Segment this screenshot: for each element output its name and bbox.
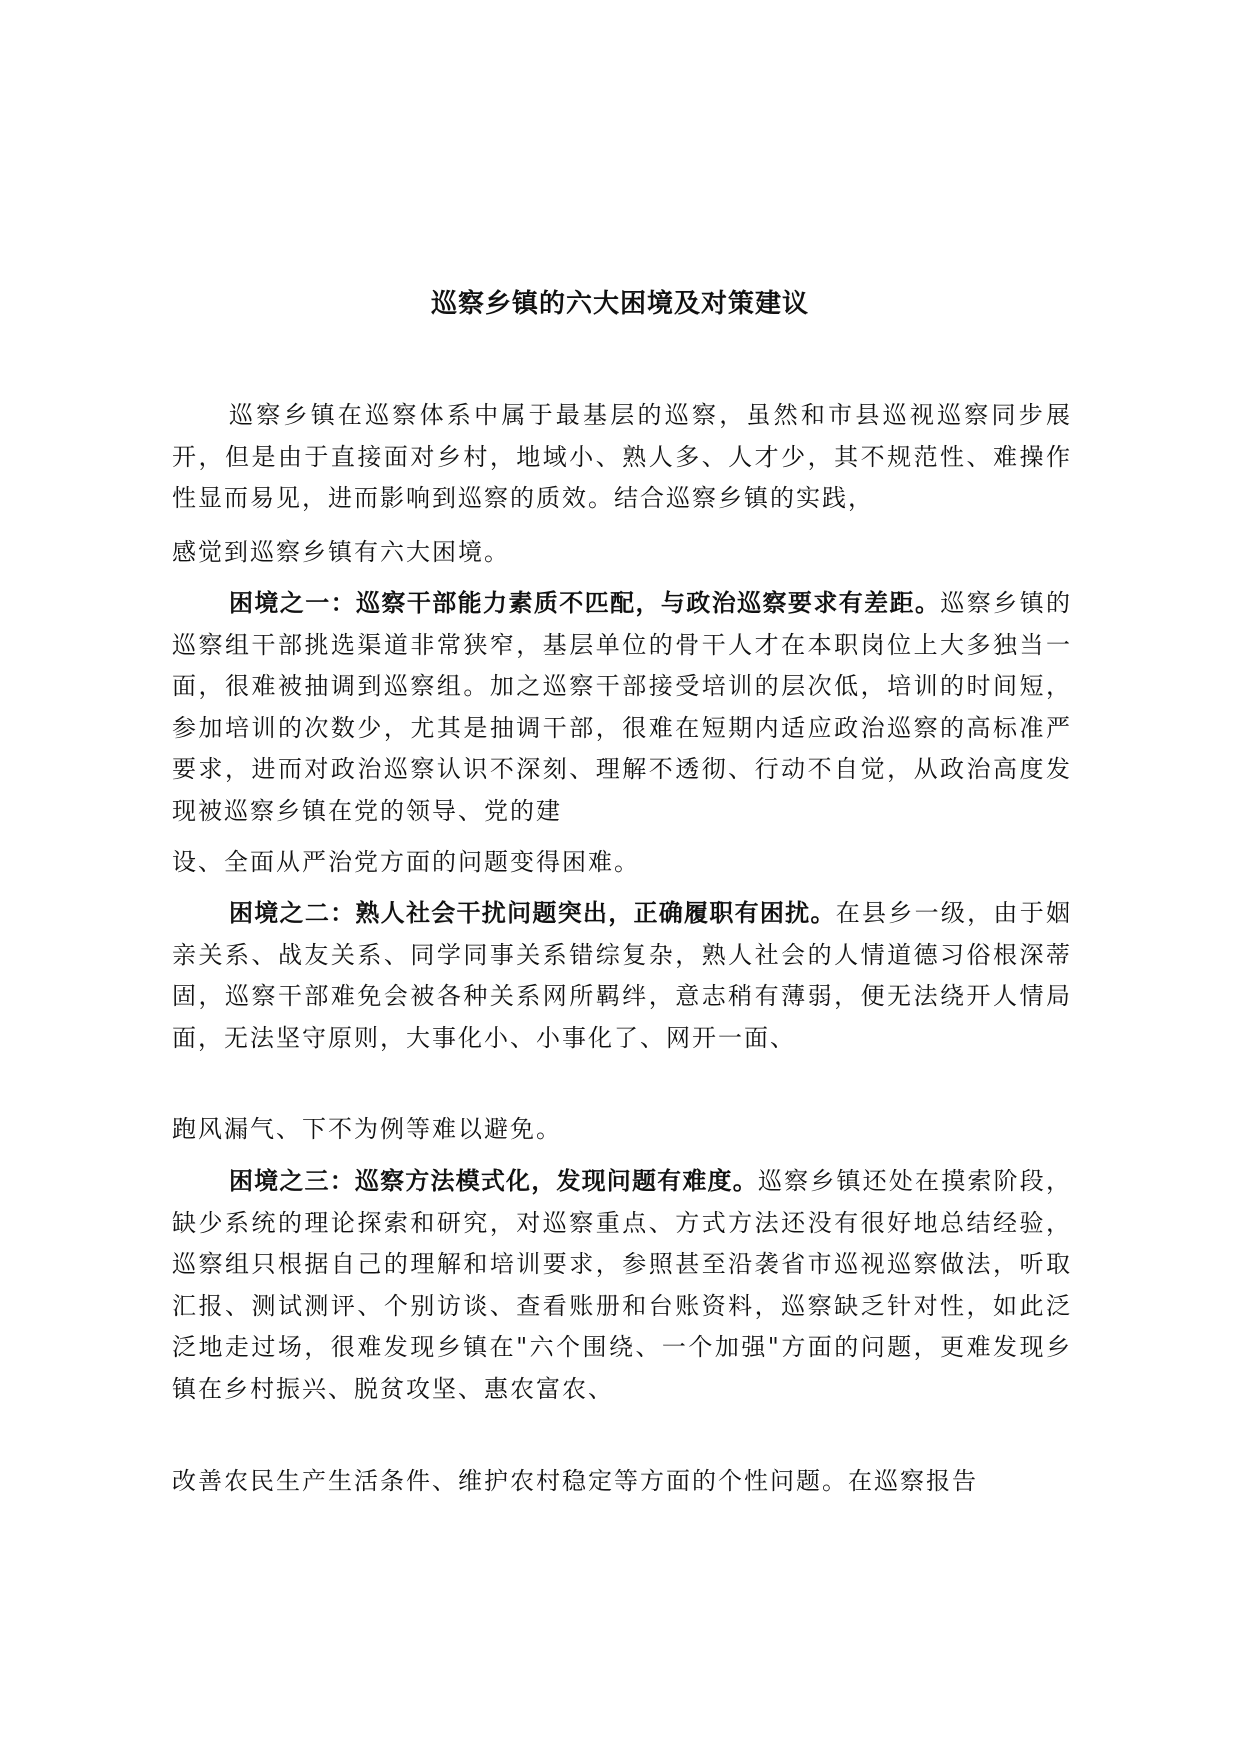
section-3-paragraph-tail: 改善农民生产生活条件、维护农村稳定等方面的个性问题。在巡察报告 — [172, 1467, 978, 1495]
section-3-heading: 困境之三：巡察方法模式化，发现问题有难度。 — [229, 1166, 758, 1195]
intro-paragraph-tail: 感觉到巡察乡镇有六大困境。 — [172, 538, 510, 566]
intro-text: 巡察乡镇在巡察体系中属于最基层的巡察，虽然和市县巡视巡察同步展开，但是由于直接面对乡村，地域小、熟人多、人才少，其不规范性、难操作性显而易见，进而影响到巡察的质效。结合巡察乡镇的实践， — [172, 401, 1072, 512]
section-1-body: 巡察乡镇的巡察组干部挑选渠道非常狭窄，基层单位的骨干人才在本职岗位上大多独当一面，很难被抽调到巡察组。加之巡察干部接受培训的层次低，培训的时间短，参加培训的次数少，尤其是抽调干部，很难在短期内适应政治巡察的高标准严要求，进而对政治巡察认识不深刻、理解不透彻、行动不自觉，从政治高度发现被巡察乡镇在党的领导、党的建 — [172, 589, 1072, 825]
section-3-paragraph — [172, 1160, 1072, 1410]
section-2-heading: 困境之二：熟人社会干扰问题突出，正确履职有困扰。 — [229, 898, 836, 927]
section-1-paragraph — [172, 582, 1072, 832]
document-title: 巡察乡镇的六大困境及对策建议 — [430, 289, 809, 319]
section-2-paragraph-tail: 跑风漏气、下不为例等难以避免。 — [172, 1115, 562, 1143]
section-1-paragraph-tail: 设、全面从严治党方面的问题变得困难。 — [172, 848, 640, 876]
intro-paragraph — [172, 395, 1072, 520]
section-2-paragraph — [172, 892, 1072, 1059]
section-2-body: 在县乡一级，由于姻亲关系、战友关系、同学同事关系错综复杂，熟人社会的人情道德习俗根深蒂固，巡察干部难免会被各种关系网所羁绊，意志稍有薄弱，便无法绕开人情局面，无法坚守原则，大事化小、小事化了、网开一面、 — [172, 899, 1072, 1052]
section-1-heading: 困境之一：巡察干部能力素质不匹配，与政治巡察要求有差距。 — [229, 588, 941, 617]
section-3-body: 巡察乡镇还处在摸索阶段，缺少系统的理论探索和研究，对巡察重点、方式方法还没有很好地总结经验，巡察组只根据自己的理解和培训要求，参照甚至沿袭省市巡视巡察做法，听取汇报、测试测评、个别访谈、查看账册和台账资料，巡察缺乏针对性，如此泛泛地走过场，很难发现乡镇在"六个围绕、一个加强"方面的问题，更难发现乡镇在乡村振兴、脱贫攻坚、惠农富农、 — [172, 1167, 1072, 1403]
